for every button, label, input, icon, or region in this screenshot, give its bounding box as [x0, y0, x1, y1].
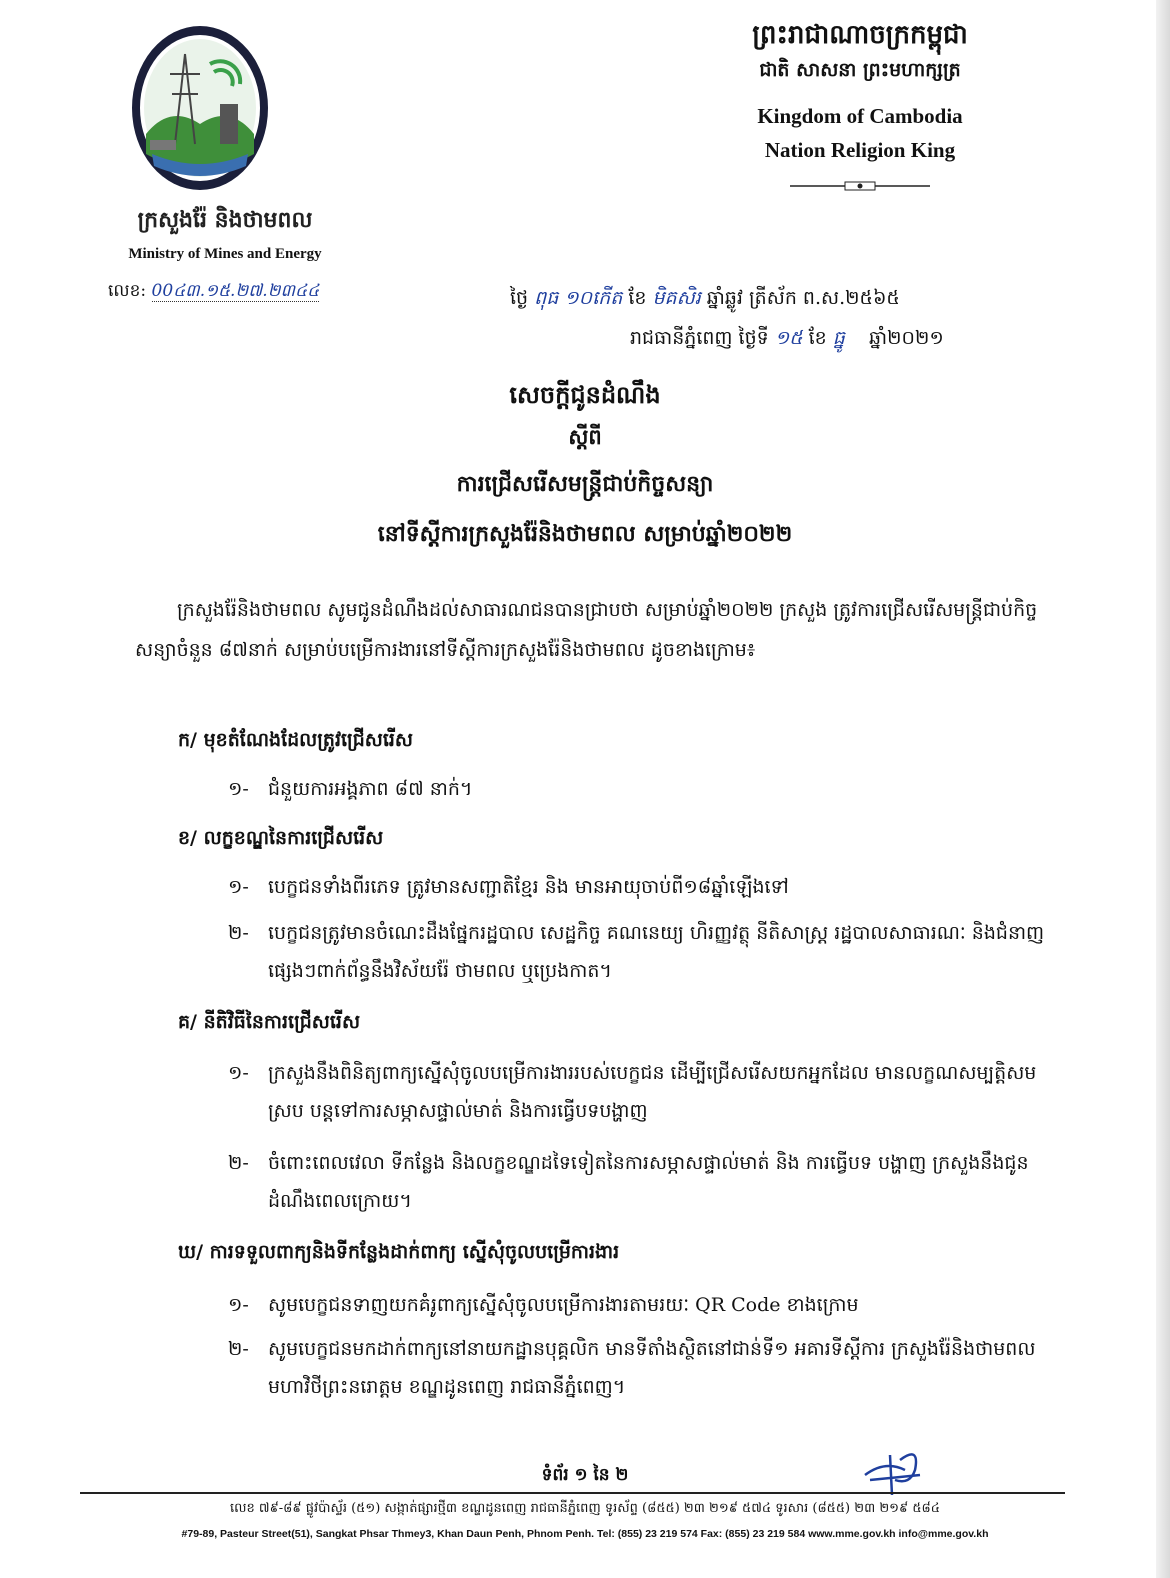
section-a-item-1: [228, 770, 1058, 808]
notice-topic-line1: ការជ្រើសរើសមន្ត្រីជាប់កិច្ចសន្យា: [456, 471, 714, 497]
section-b-item-1: [228, 868, 1058, 906]
section-c-heading: គ/ នីតិវិធីនៃការជ្រើសរើស: [178, 1011, 361, 1033]
reference-number: [108, 280, 319, 305]
lunar-day-label: ថ្ងៃ: [510, 287, 529, 309]
reference-label: លេខ:: [108, 281, 147, 301]
item-number: ២-: [228, 1338, 249, 1360]
national-motto-khmer: ជាតិ សាសនា ព្រះមហាក្សត្រ: [759, 59, 961, 81]
footer-address-khmer: លេខ ៧៩-៨៩ ផ្លូវប៉ាស្ទ័រ (៥១) សង្កាត់ផ្សារថ្មី៣ ខណ្ឌដូនពេញ រាជធានីភ្នំពេញ ទូរស័ព្ទ (៨៥៥) ២៣ ២១៩ ៥៧៤ ទូរសារ (៨៥៥) ២៣ ២១៩ ៥៨៤: [230, 1501, 940, 1516]
section-a-heading: ក/ មុខតំណែងដែលត្រូវជ្រើសរើស: [178, 729, 414, 751]
place-day-label: រាជធានីភ្នំពេញ ថ្ងៃទី: [630, 327, 769, 349]
lunar-month-label: ខែ: [628, 287, 647, 309]
section-b-heading: ខ/ លក្ខខណ្ឌនៃការជ្រើសរើស: [178, 827, 384, 849]
reference-value: 00៤៣.១៥.២៧.២៣៤៤: [151, 281, 320, 301]
item-text: ជំនួយការអង្គភាព ៨៧ នាក់។: [268, 778, 473, 800]
solar-day: ១៥: [774, 327, 803, 349]
national-motto-english: Nation Religion King: [764, 138, 956, 162]
signature-initials: [860, 1440, 940, 1500]
section-d-heading: ឃ/ ការទទួលពាក្យនិងទីកន្លែងដាក់ពាក្យ ស្នើសុំចូលបម្រើការងារ: [178, 1241, 620, 1263]
notice-subtitle: ស្តីពី: [568, 424, 602, 449]
item-number: ១-: [228, 778, 249, 800]
lunar-month: មិគសិរ: [652, 287, 701, 309]
ministry-name-english: Ministry of Mines and Energy: [128, 246, 322, 262]
footer-address-english: #79-89, Pasteur Street(51), Sangkat Phsar Thmey3, Khan Daun Penh, Phnom Penh. Tel: (855) 23 219 574 Fax: (855) 23 219 584 www.mme.gov.kh info@mme.gov.kh: [181, 1528, 989, 1540]
item-text: បេក្ខជនត្រូវមានចំណេះដឹងផ្នែករដ្ឋបាល សេដ្ឋកិច្ច គណនេយ្យ ហិរញ្ញវត្ថុ នីតិសាស្ត្រ រដ្ឋបាលសាធារណៈ និងជំនាញផ្សេងៗពាក់ព័ន្ធនឹងវិស័យរ៉ែ ថាមពល ឬប្រេងកាត។: [268, 922, 1045, 982]
intro-paragraph: ក្រសួងរ៉ែនិងថាមពល សូមជូនដំណឹងដល់សាធារណជនបានជ្រាបថា សម្រាប់ឆ្នាំ២០២២ ក្រសួង ត្រូវការជ្រើសរើសមន្ត្រីជាប់កិច្ចសន្យាចំនួន ៨៧នាក់ សម្រាប់បម្រើការងារនៅទីស្តីការក្រសួងរ៉ែនិងថាមពល ដូចខាងក្រោម៖: [135, 599, 1038, 661]
item-text: បេក្ខជនទាំងពីរភេទ ត្រូវមានសញ្ជាតិខ្មែរ និង មានអាយុចាប់ពី១៨ឆ្នាំឡើងទៅ: [268, 876, 789, 898]
page-number: ទំព័រ ១ នៃ ២: [541, 1465, 629, 1485]
item-text: ចំពោះពេលវេលា ទីកន្លែង និងលក្ខខណ្ឌដទៃទៀតនៃការសម្ភាសផ្ទាល់មាត់ និង ការធ្វើបទ បង្ហាញ ក្រសួងនឹងជូនដំណឹងពេលក្រោយ។: [268, 1152, 1029, 1212]
lunar-date: [510, 286, 900, 314]
lunar-year: ឆ្នាំឆ្លូវ ត្រីស័ក ព.ស.២៥៦៥: [706, 287, 900, 309]
section-b-item-2: [228, 914, 1058, 990]
solar-month: ធ្នូ: [832, 327, 845, 349]
item-text: ក្រសួងនឹងពិនិត្យពាក្យស្នើសុំចូលបម្រើការងាររបស់បេក្ខជន ដើម្បីជ្រើសរើសយកអ្នកដែល មានលក្ខណសម្បត្តិសមស្រប បន្តទៅការសម្ភាសផ្ទាល់មាត់ និងការធ្វើបទបង្ហាញ: [268, 1062, 1037, 1122]
item-text: សូមបេក្ខជនទាញយកគំរូពាក្យស្នើសុំចូលបម្រើការងារតាមរយៈ QR Code ខាងក្រោម: [268, 1294, 859, 1316]
solar-date: [630, 326, 944, 354]
section-c-item-2: [228, 1144, 1058, 1220]
item-number: ២-: [228, 922, 249, 944]
item-number: ១-: [228, 876, 249, 898]
ornament-divider: [790, 180, 930, 192]
page-edge-shadow: [1156, 0, 1170, 1578]
footer-divider: [80, 1492, 1065, 1494]
kingdom-title-english: Kingdom of Cambodia: [757, 104, 963, 128]
item-number: ១-: [228, 1294, 249, 1316]
section-c-item-1: [228, 1054, 1058, 1130]
notice-title: សេចក្តីជូនដំណឹង: [509, 380, 661, 409]
section-d-item-1: [228, 1286, 1058, 1324]
section-d-item-2: [228, 1330, 1058, 1406]
lunar-day: ពុធ ១០កើត: [534, 287, 623, 309]
solar-year: ឆ្នាំ២០២១: [869, 327, 944, 349]
ministry-name-khmer: ក្រសួងរ៉ែ និងថាមពល: [137, 207, 313, 233]
kingdom-title-khmer: ព្រះរាជាណាចក្រកម្ពុជា: [752, 20, 968, 50]
item-number: ១-: [228, 1062, 249, 1084]
notice-topic-line2: នៅទីស្តីការក្រសួងរ៉ែនិងថាមពល សម្រាប់ឆ្នាំ២០២២: [377, 521, 793, 547]
item-text: សូមបេក្ខជនមកដាក់ពាក្យនៅនាយកដ្ឋានបុគ្គលិក មានទីតាំងស្ថិតនៅជាន់ទី១ អគារទីស្តីការ ក្រសួងរ៉ែនិងថាមពល មហាវិថីព្រះនរោត្តម ខណ្ឌដូនពេញ រាជធានីភ្នំពេញ។: [268, 1338, 1036, 1398]
ministry-seal-logo: [130, 24, 270, 192]
item-number: ២-: [228, 1152, 249, 1174]
solar-month-label: ខែ: [808, 327, 827, 349]
